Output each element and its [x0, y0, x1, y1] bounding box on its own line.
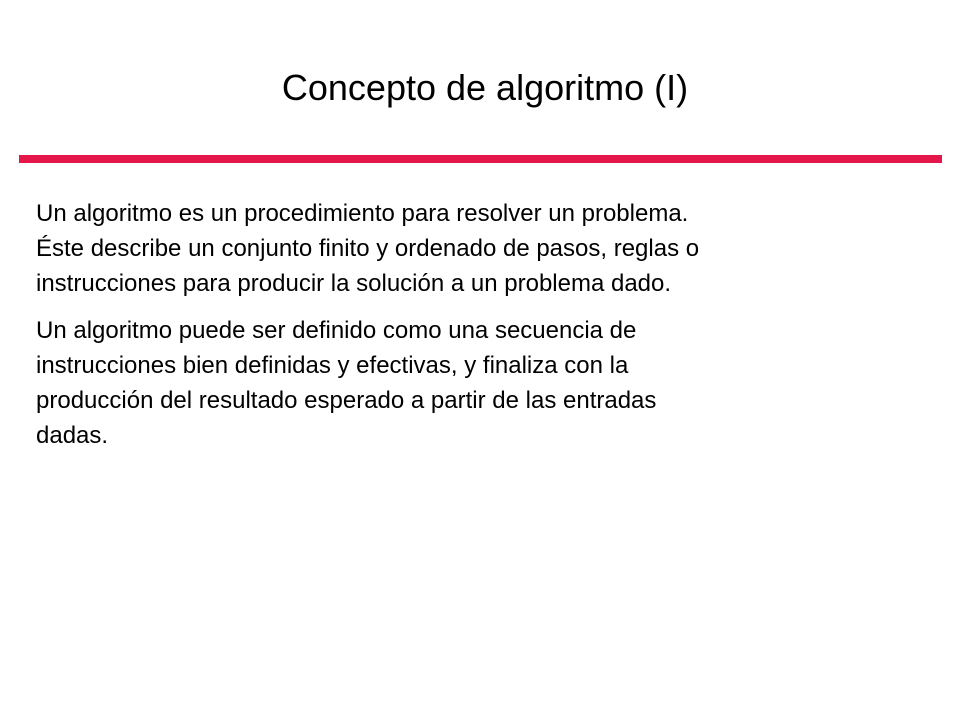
paragraph-sequence [36, 313, 936, 453]
text-line: producción del resultado esperado a partir de las entradas [36, 387, 657, 414]
text-line: instrucciones para producir la solución a un problema dado. [36, 270, 672, 297]
paragraph-definition [36, 196, 936, 301]
title-divider [19, 155, 942, 163]
slide-body [36, 196, 936, 465]
text-line: Un algoritmo es un procedimiento para resolver un problema. [36, 200, 689, 227]
text-line: Un algoritmo puede ser definido como una secuencia de [36, 317, 637, 344]
text-line: Éste describe un conjunto finito y ordenado de pasos, reglas o [36, 235, 700, 262]
text-line: instrucciones bien definidas y efectivas, y finaliza con la [36, 352, 629, 379]
text-line: dadas. [36, 422, 109, 449]
slide-title: Concepto de algoritmo (I) [281, 67, 689, 108]
